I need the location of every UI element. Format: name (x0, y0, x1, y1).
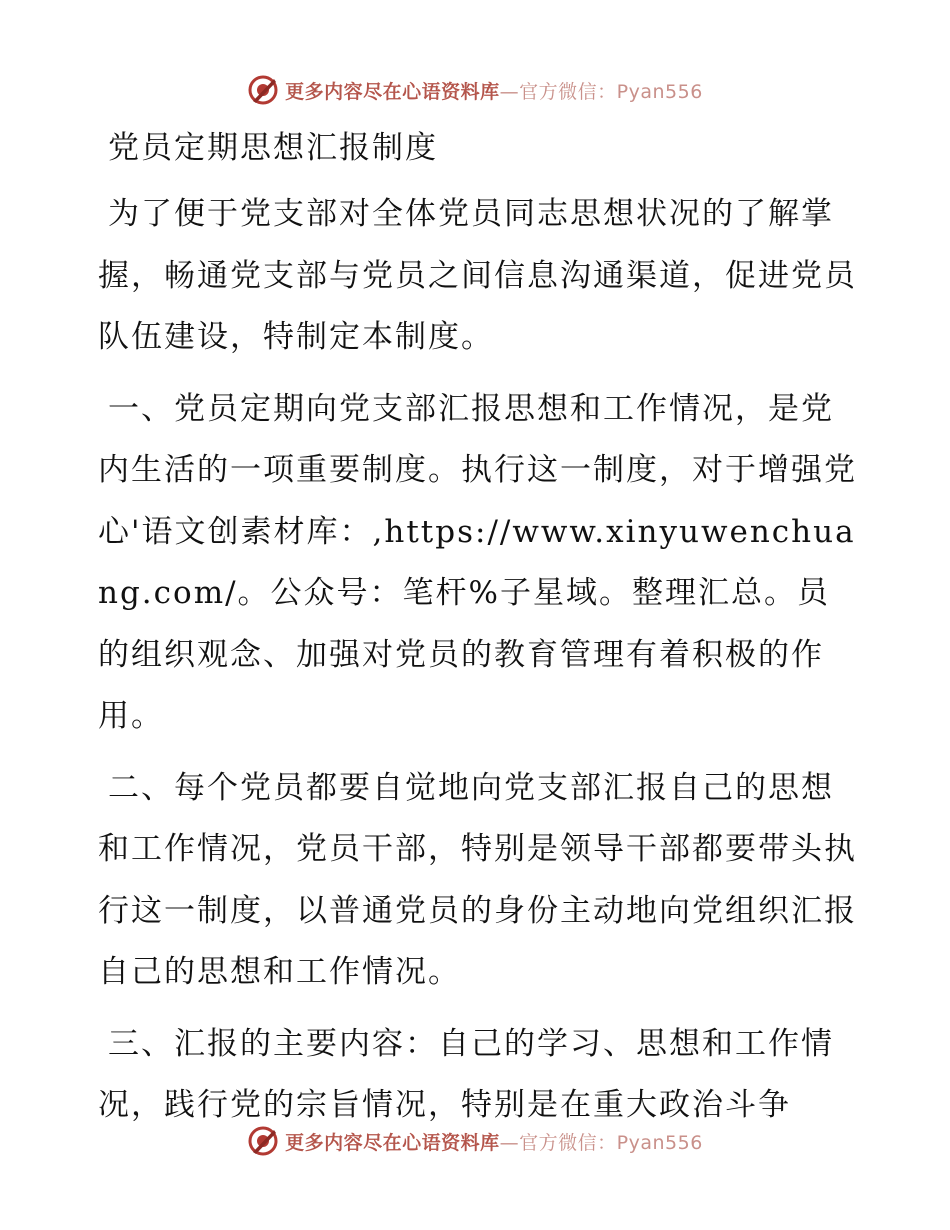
banner-text (285, 1128, 703, 1155)
paragraph-intro: 为了便于党支部对全体党员同志思想状况的了解掌握，畅通党支部与党员之间信息沟通渠道，促进党员队伍建设，特制定本制度。 (98, 196, 857, 355)
document-body (98, 122, 858, 1137)
banner-text (285, 77, 703, 104)
banner-highlight: 更多内容尽在心语资料库 (285, 1131, 500, 1154)
footer-banner (0, 1121, 950, 1161)
banner-wechat: 官方微信：Pyan556 (519, 1131, 703, 1154)
banner-dash: — (499, 1131, 520, 1154)
quill-pen-logo-icon (247, 1125, 279, 1157)
paragraph-1: 一、党员定期向党支部汇报思想和工作情况，是党内生活的一项重要制度。执行这一制度，对于增强党心'语文创素材库：,https://www.xinyuwenchuang.com/。公众号：笔杆%子星域。整理汇总。员的组织观念、加强对党员的教育管理有着积极的作用。 (98, 390, 857, 734)
document-title: 党员定期思想汇报制度 (108, 130, 438, 166)
banner-wechat: 官方微信：Pyan556 (519, 80, 703, 103)
banner-dash: — (499, 80, 520, 103)
quill-pen-logo-icon (247, 74, 279, 106)
paragraph-2: 二、每个党员都要自觉地向党支部汇报自己的思想和工作情况，党员干部，特别是领导干部都要带头执行这一制度，以普通党员的身份主动地向党组织汇报自己的思想和工作情况。 (98, 769, 857, 990)
banner-highlight: 更多内容尽在心语资料库 (285, 80, 500, 103)
paragraph-3: 三、汇报的主要内容：自己的学习、思想和工作情况，践行党的宗旨情况，特别是在重大政治斗争 (98, 1025, 834, 1123)
header-banner (0, 70, 950, 110)
